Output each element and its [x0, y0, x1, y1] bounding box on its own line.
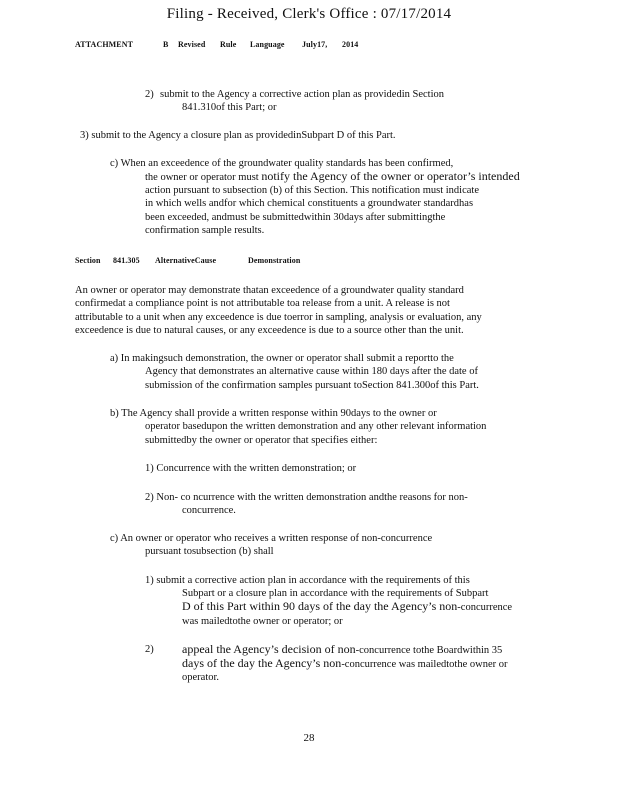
para-c-sub2-num: 2): [145, 644, 154, 655]
item-2-num: 2): [145, 89, 154, 100]
item-3-line: 3) submit to the Agency a closure plan as providedinSubpart D of this Part.: [80, 130, 396, 141]
para-c-sub2-line-2-b: -concurrence was mailedtothe owner or: [341, 659, 508, 670]
attachment-year: 2014: [342, 40, 359, 49]
para-c-sub1-line-1: 1) submit a corrective action plan in accordance with the requirements of this: [145, 575, 470, 586]
section-title-a: AlternativeCause: [155, 256, 217, 265]
para-c-line-2: pursuant tosubsection (b) shall: [145, 546, 274, 557]
intro-line-4: exceedence is due to natural causes, or any exceedence is due to a source other than the unit.: [75, 325, 464, 336]
page-number: 28: [303, 732, 315, 744]
para-b-line-3: submittedby the owner or operator that specifies either:: [145, 435, 378, 446]
para-b-option-1: 1) Concurrence with the written demonstration; or: [145, 463, 357, 474]
para-c-sub1-line-3-a: D of this Part within 90 days of the day the Agency’s non: [182, 599, 458, 613]
para-c-sub2-line-1: [182, 643, 502, 657]
attachment-revised: Revised: [178, 40, 206, 49]
para-c-sub2-line-2-a: days of the day the Agency’s non: [182, 656, 342, 670]
item-2-line-2: 841.310of this Part; or: [182, 102, 277, 113]
attachment-language: Language: [250, 40, 285, 49]
intro-line-3: attributable to a unit when any exceedence is due toerror in sampling, analysis or evaluation, any: [75, 312, 482, 323]
attachment-label: ATTACHMENT: [75, 40, 134, 49]
para-c-sub1-line-2: Subpart or a closure plan in accordance with the requirements of Subpart: [182, 588, 489, 599]
para-b-option-2-line-1: 2) Non- co ncurrence with the written demonstration andthe reasons for non-: [145, 492, 468, 503]
item-c-line-6: confirmation sample results.: [145, 225, 265, 236]
para-c-sub2-line-1-b: -concurrence tothe Boardwithin 35: [355, 645, 503, 656]
para-b-option-2-line-2: concurrence.: [182, 505, 236, 516]
attachment-date: July17,: [302, 40, 328, 49]
item-c-line-1: c) When an exceedence of the groundwater quality standards has been confirmed,: [110, 158, 454, 169]
item-c-line-3: action pursuant to subsection (b) of this Section. This notification must indicate: [145, 185, 480, 196]
para-a-line-3: submission of the confirmation samples pursuant toSection 841.300of this Part.: [145, 380, 479, 391]
item-2-line-1: submit to the Agency a corrective action plan as providedin Section: [160, 89, 445, 100]
section-label: Section: [75, 256, 101, 265]
para-c-sub1-line-4: was mailedtothe owner or operator; or: [182, 616, 343, 627]
para-b-line-2: operator basedupon the written demonstration and any other relevant information: [145, 421, 487, 432]
para-c-sub1-line-3-b: -concurrence: [457, 602, 513, 613]
attachment-rule: Rule: [220, 40, 237, 49]
intro-line-1: An owner or operator may demonstrate thatan exceedence of a groundwater quality standard: [75, 285, 464, 296]
item-c-line-5: been exceeded, andmust be submittedwithin 30days after submittingthe: [145, 212, 446, 223]
item-c-line-2: [145, 170, 520, 184]
intro-line-2: confirmedat a compliance point is not attributable toa release from a unit. A release is not: [75, 298, 450, 309]
para-c-sub2-line-1-a: appeal the Agency’s decision of non: [182, 642, 356, 656]
item-c-line-2-a: the owner or operator must: [145, 172, 259, 183]
attachment-letter: B: [163, 40, 169, 49]
para-c-line-1: c) An owner or operator who receives a written response of non-concurrence: [110, 533, 433, 544]
item-c-line-4: in which wells andfor which chemical constituents a groundwater standardhas: [145, 198, 474, 209]
para-b-line-1: b) The Agency shall provide a written response within 90days to the owner or: [110, 408, 437, 419]
para-a-line-1: a) In makingsuch demonstration, the owner or operator shall submit a reportto the: [110, 353, 454, 364]
para-c-sub2-line-2: [182, 657, 508, 671]
section-title-b: Demonstration: [248, 256, 301, 265]
para-c-sub1-line-3: [182, 600, 512, 614]
item-c-line-2-b: notify the Agency of the owner or operator’s intended: [261, 169, 520, 183]
para-a-line-2: Agency that demonstrates an alternative cause within 180 days after the date of: [145, 366, 478, 377]
filing-stamp: Filing - Received, Clerk's Office : 07/17/2014: [166, 6, 452, 22]
section-number: 841.305: [113, 256, 140, 265]
para-c-sub2-line-3: operator.: [182, 672, 220, 683]
